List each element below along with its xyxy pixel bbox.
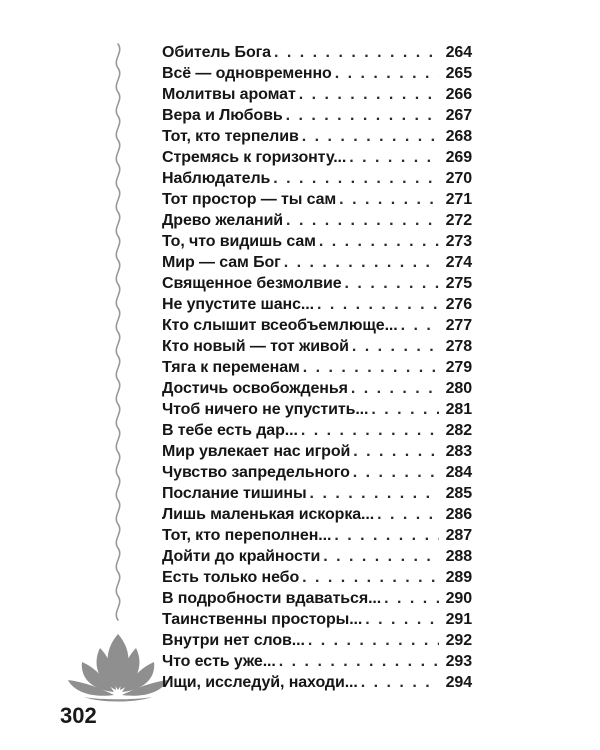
dot-leader — [352, 336, 439, 357]
toc-entry-title: Достичь освобожденья — [162, 380, 348, 397]
toc-entry-page: 277 — [445, 317, 472, 334]
dot-leader — [319, 231, 439, 252]
dot-leader — [335, 63, 439, 84]
toc-entry-page: 271 — [445, 191, 472, 208]
dot-leader — [361, 672, 439, 693]
dot-leader — [351, 378, 439, 399]
toc-entry-title: Стремясь к горизонту... — [162, 149, 347, 166]
toc-entry-title: В подробности вдаваться... — [162, 590, 382, 607]
dot-leader — [302, 126, 439, 147]
dot-leader — [299, 84, 439, 105]
toc-entry — [162, 126, 472, 147]
toc-entry-title: Вера и Любовь — [162, 107, 283, 124]
dot-leader — [273, 168, 439, 189]
toc-entry-page: 276 — [445, 296, 472, 313]
dot-leader — [274, 42, 439, 63]
toc-entry — [162, 588, 472, 609]
lotus-icon — [68, 634, 168, 702]
toc-entry-page: 264 — [445, 44, 472, 61]
dot-leader — [334, 525, 439, 546]
toc-entry-page: 281 — [445, 401, 472, 418]
toc-entry-page: 288 — [445, 548, 472, 565]
toc-entry-title: Чтоб ничего не упустить... — [162, 401, 369, 418]
toc-entry — [162, 63, 472, 84]
toc-entry-page: 275 — [445, 275, 472, 292]
toc-entry-page: 278 — [445, 338, 472, 355]
toc-entry-title: Мир увлекает нас игрой — [162, 443, 351, 460]
toc-entry — [162, 357, 472, 378]
toc-entry-page: 282 — [445, 422, 472, 439]
dot-leader — [371, 399, 439, 420]
toc-entry — [162, 84, 472, 105]
toc-entry-page: 279 — [445, 359, 472, 376]
toc-entry-title: В тебе есть дар... — [162, 422, 298, 439]
toc-entry-page: 294 — [445, 674, 472, 691]
toc-entry-page: 266 — [445, 86, 472, 103]
toc-entry-title: Священное безмолвие — [162, 275, 342, 292]
dot-leader — [349, 147, 439, 168]
toc-entry-page: 291 — [445, 611, 472, 628]
toc-entry — [162, 315, 472, 336]
toc-entry-page: 272 — [445, 212, 472, 229]
toc-entry-page: 280 — [445, 380, 472, 397]
toc-entry-page: 285 — [445, 485, 472, 502]
vine-line — [116, 44, 119, 620]
toc-entry — [162, 42, 472, 63]
dot-leader — [339, 189, 439, 210]
toc-entry — [162, 336, 472, 357]
toc-entry-title: Есть только небо — [162, 569, 300, 586]
toc-entry-title: То, что видишь сам — [162, 233, 316, 250]
toc-entry — [162, 294, 472, 315]
dot-leader — [286, 210, 439, 231]
toc-entry — [162, 609, 472, 630]
toc-entry-title: Тот, кто терпелив — [162, 128, 299, 145]
toc-entry-title: Тот, кто переполнен... — [162, 527, 332, 544]
toc-entry — [162, 378, 472, 399]
toc-entry-page: 270 — [445, 170, 472, 187]
dot-leader — [384, 588, 439, 609]
toc-entry — [162, 252, 472, 273]
toc-entry-title: Обитель Бога — [162, 44, 271, 61]
dot-leader — [303, 357, 439, 378]
toc-entry-page: 269 — [445, 149, 472, 166]
toc-entry-page: 284 — [445, 464, 472, 481]
toc-entry-title: Тяга к переменам — [162, 359, 300, 376]
toc-entry-title: Не упустите шанс... — [162, 296, 314, 313]
dot-leader — [284, 252, 439, 273]
toc-entry — [162, 399, 472, 420]
toc-entry-title: Таинственны просторы... — [162, 611, 363, 628]
toc-entry — [162, 273, 472, 294]
toc-entry — [162, 441, 472, 462]
toc-entry-page: 293 — [445, 653, 472, 670]
toc-entry-title: Кто слышит всеобъемлюще... — [162, 317, 398, 334]
page-number: 302 — [60, 703, 97, 728]
toc-entry-title: Чувство запредельного — [162, 464, 350, 481]
toc-entry-page: 268 — [445, 128, 472, 145]
toc-entry-title: Всё — одновременно — [162, 65, 332, 82]
dot-leader — [365, 609, 439, 630]
table-of-contents — [162, 42, 472, 693]
dot-leader — [345, 273, 439, 294]
toc-entry-page: 286 — [445, 506, 472, 523]
toc-entry — [162, 231, 472, 252]
toc-entry — [162, 546, 472, 567]
dot-leader — [286, 105, 439, 126]
toc-entry-title: Древо желаний — [162, 212, 284, 229]
toc-entry-page: 265 — [445, 65, 472, 82]
toc-entry-title: Послание тишины — [162, 485, 307, 502]
toc-entry-title: Тот простор — ты сам — [162, 191, 337, 208]
toc-entry-title: Что есть уже... — [162, 653, 276, 670]
toc-entry-page: 292 — [445, 632, 472, 649]
toc-entry-title: Внутри нет слов... — [162, 632, 305, 649]
toc-entry-title: Наблюдатель — [162, 170, 271, 187]
toc-entry-title: Кто новый — тот живой — [162, 338, 349, 355]
toc-entry-title: Дойти до крайности — [162, 548, 321, 565]
toc-entry-title: Молитвы аромат — [162, 86, 296, 103]
dot-leader — [301, 420, 439, 441]
toc-entry — [162, 672, 472, 693]
dot-leader — [310, 483, 439, 504]
toc-entry-page: 273 — [445, 233, 472, 250]
dot-leader — [302, 567, 439, 588]
toc-entry — [162, 420, 472, 441]
toc-entry — [162, 210, 472, 231]
dot-leader — [353, 462, 439, 483]
toc-entry — [162, 483, 472, 504]
toc-entry — [162, 105, 472, 126]
toc-entry — [162, 462, 472, 483]
dot-leader — [401, 315, 439, 336]
toc-entry-title: Мир — сам Бог — [162, 254, 281, 271]
toc-entry-page: 283 — [445, 443, 472, 460]
toc-entry — [162, 630, 472, 651]
toc-entry — [162, 567, 472, 588]
toc-entry — [162, 651, 472, 672]
toc-entry — [162, 168, 472, 189]
toc-entry-page: 267 — [445, 107, 472, 124]
dot-leader — [308, 630, 439, 651]
toc-entry-title: Лишь маленькая искорка... — [162, 506, 375, 523]
dot-leader — [317, 294, 439, 315]
toc-entry — [162, 189, 472, 210]
toc-entry-page: 274 — [445, 254, 472, 271]
toc-entry-title: Ищи, исследуй, находи... — [162, 674, 358, 691]
dot-leader — [323, 546, 439, 567]
dot-leader — [279, 651, 439, 672]
toc-entry — [162, 147, 472, 168]
toc-entry — [162, 525, 472, 546]
toc-entry-page: 289 — [445, 569, 472, 586]
dot-leader — [377, 504, 439, 525]
toc-entry — [162, 504, 472, 525]
toc-entry-page: 287 — [445, 527, 472, 544]
dot-leader — [353, 441, 439, 462]
toc-entry-page: 290 — [445, 590, 472, 607]
